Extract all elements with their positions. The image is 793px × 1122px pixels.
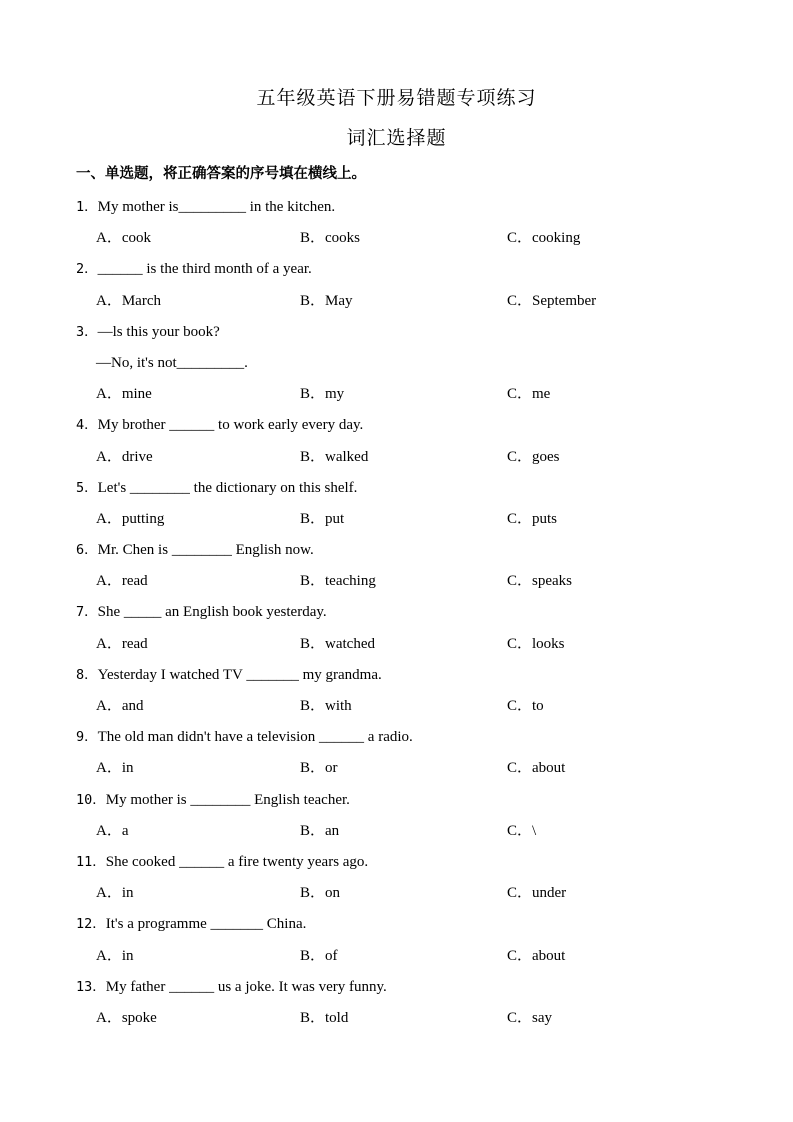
option-b: B．an (300, 822, 340, 839)
option-b: B．watched (300, 635, 375, 652)
option-b: B．of (300, 947, 338, 964)
option-c: C．under (507, 885, 567, 902)
answer-options (76, 1005, 736, 1036)
option-c: C．goes (507, 448, 560, 465)
option-c: C．speaks (507, 573, 572, 590)
option-c: C．\ (507, 822, 537, 839)
answer-options (76, 506, 736, 537)
answer-options (76, 381, 736, 412)
question-stem: She cooked ______ a fire twenty years ago. (105, 853, 369, 870)
option-b: B．cooks (300, 230, 361, 247)
answer-options (76, 631, 736, 662)
option-a: A．in (96, 947, 134, 964)
question-number: 3． (76, 323, 98, 340)
question-number: 7． (76, 604, 98, 621)
question-item (76, 787, 736, 849)
page-subtitle: 词汇选择题 (346, 127, 447, 149)
question-number: 4． (76, 417, 98, 434)
question-stem: It's a programme _______ China. (105, 916, 307, 933)
question-stem: Let's ________ the dictionary on this shelf. (97, 479, 358, 496)
question-stem: ______ is the third month of a year. (97, 261, 312, 278)
option-b: B．or (300, 760, 338, 777)
option-c: C．me (507, 386, 551, 403)
option-a: A．in (96, 885, 134, 902)
question-number: 8． (76, 666, 98, 683)
question-number: 10． (76, 791, 106, 808)
question-number: 6． (76, 542, 98, 559)
option-b: B．put (300, 510, 345, 527)
answer-options (76, 943, 736, 974)
question-number: 13． (76, 978, 106, 995)
question-list (76, 194, 736, 1036)
question-item (76, 256, 736, 318)
section-heading: 一、单选题，将正确答案的序号填在横线上。 (76, 166, 366, 182)
question-stem-line (76, 974, 736, 1005)
option-a: A．and (96, 698, 144, 714)
question-stem-line (76, 787, 736, 818)
question-number: 1． (76, 199, 98, 215)
question-item (76, 599, 736, 661)
option-b: B．walked (300, 448, 369, 465)
question-item (76, 319, 736, 413)
question-item (76, 974, 736, 1036)
option-a: A．in (96, 760, 134, 777)
question-stem: Yesterday I watched TV _______ my grandma. (97, 666, 382, 683)
question-stem-line (76, 194, 736, 225)
option-b: B．on (300, 885, 341, 902)
question-stem-line (76, 537, 736, 568)
option-a: A．read (96, 573, 148, 590)
question-stem-line (76, 256, 736, 287)
question-number: 5． (76, 479, 98, 496)
answer-options (76, 693, 736, 724)
answer-options (76, 568, 736, 599)
question-stem: She _____ an English book yesterday. (97, 604, 327, 621)
question-item (76, 724, 736, 786)
question-item (76, 911, 736, 973)
question-number: 9． (76, 729, 98, 746)
option-a: A．drive (96, 448, 153, 465)
option-b: B．teaching (300, 573, 376, 590)
option-c: C．cooking (507, 230, 581, 247)
option-c: C．looks (507, 635, 565, 652)
option-a: A．read (96, 635, 148, 652)
question-stem: My father ______ us a joke. It was very funny. (105, 978, 387, 995)
option-a: A．mine (96, 386, 152, 403)
option-b: B．May (300, 292, 353, 309)
option-a: A．a (96, 822, 129, 839)
question-number: 11． (76, 853, 106, 870)
option-a: A．March (96, 292, 161, 309)
question-stem: My mother is ________ English teacher. (105, 791, 350, 808)
question-item (76, 662, 736, 724)
question-stem-line (76, 911, 736, 942)
option-b: B．my (300, 386, 345, 403)
answer-options (76, 225, 736, 256)
option-c: C．puts (507, 510, 558, 527)
question-stem-line (76, 662, 736, 693)
option-c: C．about (507, 760, 566, 777)
question-item (76, 412, 736, 474)
question-stem-line (76, 319, 736, 350)
option-c: C．September (507, 292, 597, 309)
question-stem: Mr. Chen is ________ English now. (97, 542, 314, 559)
question-reply: —No, it's not_________. (96, 354, 248, 371)
option-b: B．with (300, 698, 352, 714)
question-stem-line (76, 475, 736, 506)
question-item (76, 537, 736, 599)
question-number: 12． (76, 916, 106, 933)
option-c: C．to (507, 698, 544, 714)
page-title: 五年级英语下册易错题专项练习 (256, 87, 537, 109)
question-stem-line (76, 849, 736, 880)
option-b: B．told (300, 1009, 349, 1026)
question-item (76, 849, 736, 911)
answer-options (76, 818, 736, 849)
question-stem: —ls this your book? (97, 323, 220, 340)
question-stem: My mother is_________ in the kitchen. (97, 199, 336, 215)
question-stem-line (76, 724, 736, 755)
question-item (76, 475, 736, 537)
question-item (76, 194, 736, 256)
answer-options (76, 755, 736, 786)
question-stem: The old man didn't have a television ______ a radio. (97, 729, 413, 746)
question-stem: My brother ______ to work early every day. (97, 417, 364, 434)
option-c: C．say (507, 1009, 553, 1026)
option-a: A．putting (96, 510, 165, 527)
option-a: A．spoke (96, 1009, 157, 1026)
answer-options (76, 444, 736, 475)
question-stem-line (76, 412, 736, 443)
question-number: 2． (76, 261, 98, 278)
answer-options (76, 880, 736, 911)
option-a: A．cook (96, 230, 151, 247)
option-c: C．about (507, 947, 566, 964)
answer-options (76, 288, 736, 319)
question-stem-line (76, 599, 736, 630)
